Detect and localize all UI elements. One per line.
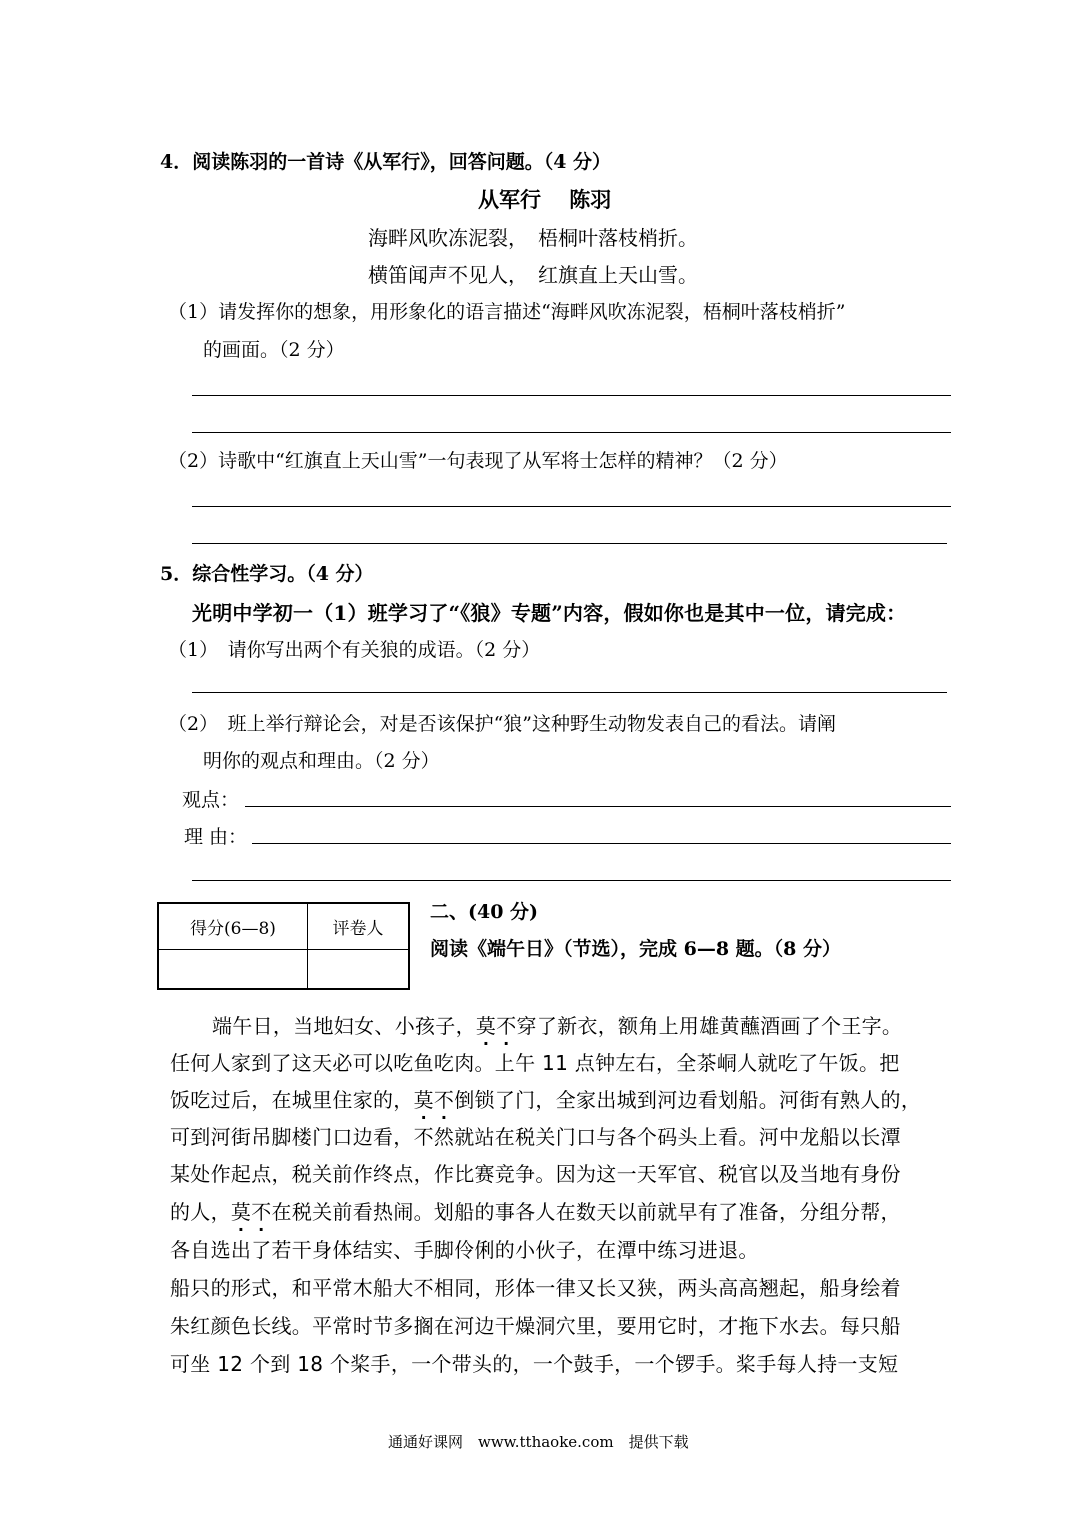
answer-line[interactable] xyxy=(192,432,951,433)
passage-line: 可坐 12 个到 18 个桨手，一个带头的，一个鼓手，一个锣手。桨手每人持一支短 xyxy=(170,1352,899,1376)
passage-line: 饭吃过后，在城里住家的，莫不倒锁了门，全家出城到河边看划船。河街有熟人的， xyxy=(170,1088,922,1112)
reason-label: 理 由： xyxy=(184,826,248,848)
passage-line: 某处作起点，税关前作终点，作比赛竞争。因为这一天军官、税官以及当地有身份 xyxy=(170,1162,901,1186)
q4-heading: 4．阅读陈羽的一首诗《从军行》，回答问题。（4 分） xyxy=(160,151,612,173)
grader-cell[interactable] xyxy=(308,949,410,989)
q5-sub2-line1: （2） 班上举行辩论会，对是否该保护“狼”这种野生动物发表自己的看法。请阐 xyxy=(168,713,837,735)
viewpoint-answer-line[interactable] xyxy=(245,806,951,807)
q5-sub2-line2: 明你的观点和理由。（2 分） xyxy=(203,750,440,772)
passage-line: 船只的形式，和平常木船大不相同，形体一律又长又狭，两头高高翘起，船身绘着 xyxy=(170,1276,901,1300)
poem-line-2: 横笛闻声不见人， 红旗直上天山雪。 xyxy=(368,263,698,287)
passage-line: 可到河街吊脚楼门口边看，不然就站在税关门口与各个码头上看。河中龙船以长潭 xyxy=(170,1125,901,1149)
score-cell[interactable] xyxy=(158,949,308,989)
grader-header: 评卷人 xyxy=(308,903,410,949)
section2-heading: 二、(40 分) xyxy=(430,901,539,923)
answer-line[interactable] xyxy=(192,880,951,881)
q4-sub1-line1: （1）请发挥你的想象，用形象化的语言描述“海畔风吹冻泥裂，梧桐叶落枝梢折” xyxy=(168,301,846,323)
answer-line[interactable] xyxy=(192,395,951,396)
passage-line: 朱红颜色长线。平常时节多搁在河边干燥洞穴里，要用它时，才拖下水去。每只船 xyxy=(170,1314,901,1338)
answer-line[interactable] xyxy=(192,692,947,693)
q5-sub1: （1） 请你写出两个有关狼的成语。（2 分） xyxy=(168,639,541,661)
reason-answer-line[interactable] xyxy=(252,843,951,844)
viewpoint-label: 观点： xyxy=(182,789,240,811)
passage-line: 各自选出了若干身体结实、手脚伶俐的小伙子，在潭中练习进退。 xyxy=(170,1238,759,1262)
q4-sub1-line2: 的画面。（2 分） xyxy=(203,339,345,361)
score-header: 得分(6—8) xyxy=(158,903,308,949)
answer-line[interactable] xyxy=(192,506,951,507)
poem-title: 从军行 陈羽 xyxy=(478,188,612,212)
passage-line: 任何人家到了这天必可以吃鱼吃肉。上午 11 点钟左右，全茶峒人就吃了午饭。把 xyxy=(170,1051,900,1075)
poem-line-1: 海畔风吹冻泥裂， 梧桐叶落枝梢折。 xyxy=(368,226,698,250)
passage-line: 的人，莫不在税关前看热闹。划船的事各人在数天以前就早有了准备，分组分帮， xyxy=(170,1200,901,1224)
section2-instruction: 阅读《端午日》（节选），完成 6—8 题。（8 分） xyxy=(430,938,842,960)
footer-credit: 通通好课网 www.tthaoke.com 提供下载 xyxy=(388,1433,689,1451)
q5-heading: 5．综合性学习。（4 分） xyxy=(160,563,374,585)
score-table xyxy=(157,902,410,990)
passage-line: 端午日，当地妇女、小孩子，莫不穿了新衣，额角上用雄黄蘸酒画了个王字。 xyxy=(212,1014,903,1038)
q5-intro: 光明中学初一（1）班学习了“《狼》专题”内容，假如你也是其中一位，请完成： xyxy=(192,601,907,625)
q4-sub2: （2）诗歌中“红旗直上天山雪”一句表现了从军将士怎样的精神？（2 分） xyxy=(168,450,788,472)
answer-line[interactable] xyxy=(192,543,947,544)
